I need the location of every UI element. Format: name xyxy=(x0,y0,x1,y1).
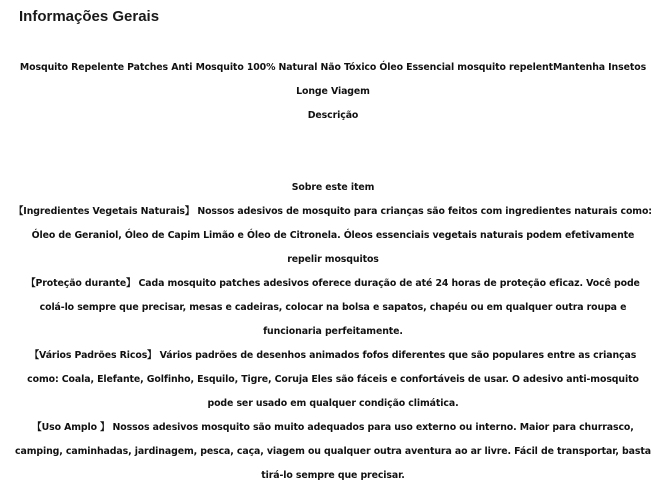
product-description-content xyxy=(14,56,652,488)
feature-natural-ingredients: 【Ingredientes Vegetais Naturais】 Nossos adesivos de mosquito para crianças são feitos com ingredientes naturais como: Óleo de Geraniol, Óleo de Capim Limão e Óleo de Citronela. Óleos essenciais vegetais naturais podem efetivamente repelir mosquitos xyxy=(14,206,652,265)
section-title: Informações Gerais xyxy=(19,8,160,25)
about-label: Sobre este item xyxy=(291,182,375,193)
product-title: Mosquito Repelente Patches Anti Mosquito 100% Natural Não Tóxico Óleo Essencial mosquito repelentMantenha Insetos Longe Viagem xyxy=(19,62,647,97)
feature-protection-duration: 【Proteção durante】 Cada mosquito patches adesivos oferece duração de até 24 horas de proteção eficaz. Você pode colá-lo sempre que precisar, mesas e cadeiras, colocar na bolsa e sapatos, chapéu ou em qualquer outra roupa e funcionaria perfeitamente. xyxy=(26,278,640,337)
description-label: Descrição xyxy=(307,110,359,121)
feature-patterns: 【Vários Padrões Ricos】 Vários padrões de desenhos animados fofos diferentes que são populares entre as crianças como: Coala, Elefante, Golfinho, Esquilo, Tigre, Coruja Eles são fáceis e confortáveis de usar. O adesivo anti-mosquito pode ser usado em qualquer condição climática. xyxy=(27,350,639,409)
spacer xyxy=(14,128,652,176)
feature-wide-use: 【Uso Amplo 】 Nossos adesivos mosquito são muito adequados para uso externo ou interno. Maior para churrasco, camping, caminhadas, jardinagem, pesca, caça, viagem ou qualquer outra aventura ao ar livre. Fácil de transportar, basta tirá-lo sempre que precisar. xyxy=(15,422,651,481)
